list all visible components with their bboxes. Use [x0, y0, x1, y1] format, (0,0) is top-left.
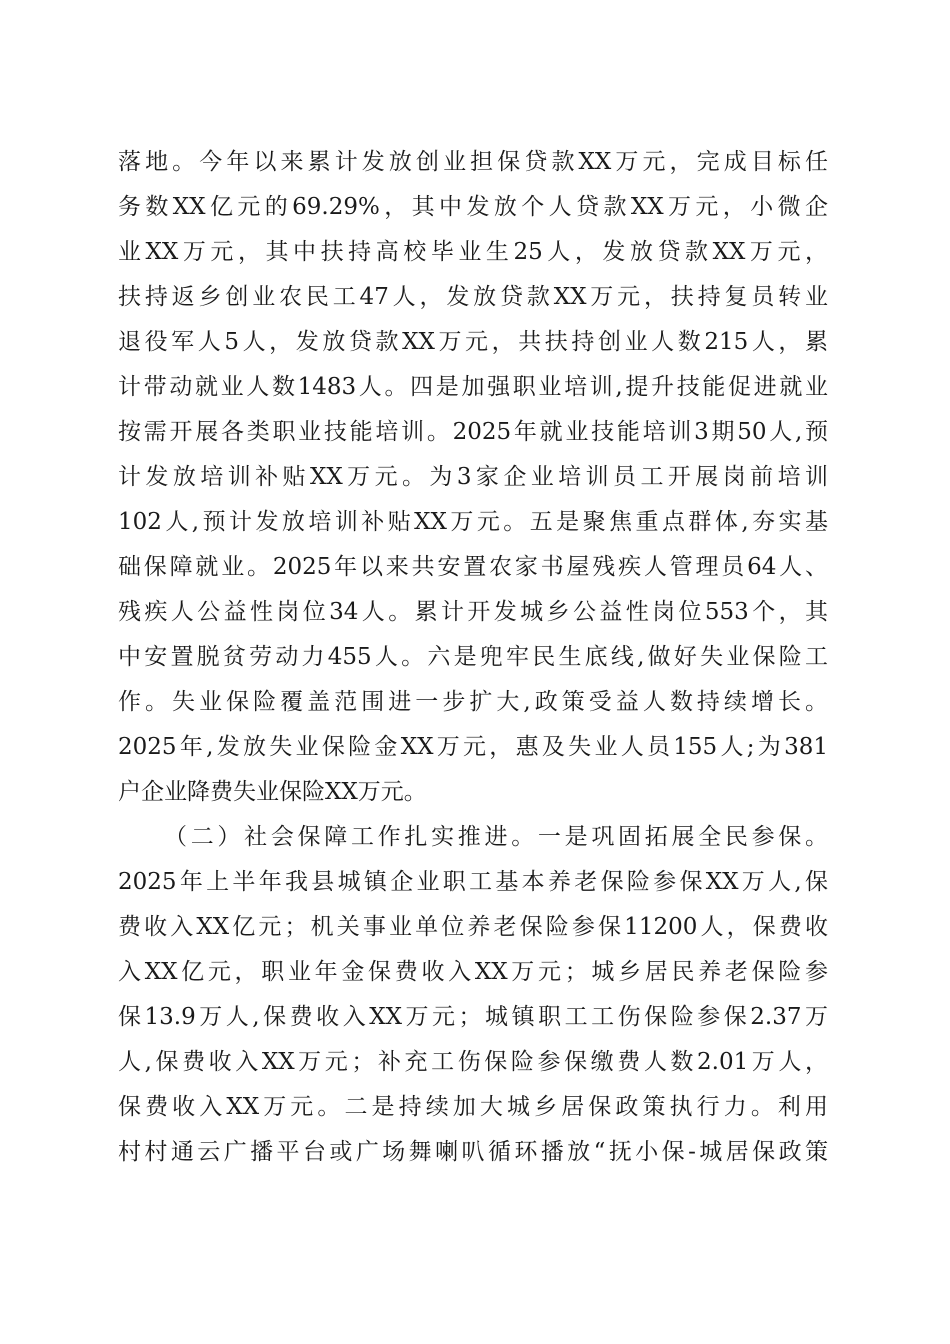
text-line: 2025年上半年我县城镇企业职工基本养老保险参保XX万人,保	[118, 869, 828, 895]
text-line: 计带动就业人数1483人。四是加强职业培训,提升技能促进就业	[118, 374, 828, 400]
text-line: 业XX万元，其中扶持高校毕业生25人，发放贷款XX万元，	[118, 239, 828, 265]
text-line: 退役军人5人，发放贷款XX万元，共扶持创业人数215人，累	[118, 329, 828, 355]
text-line: 计发放培训补贴XX万元。为3家企业培训员工开展岗前培训	[118, 464, 828, 490]
text-line: 人,保费收入XX万元；补充工伤保险参保缴费人数2.01万人，	[118, 1049, 828, 1075]
text-line: 保13.9万人,保费收入XX万元；城镇职工工伤保险参保2.37万	[118, 1004, 828, 1030]
text-line: 作。失业保险覆盖范围进一步扩大,政策受益人数持续增长。	[118, 689, 828, 715]
text-line: 户企业降费失业保险XX万元。	[118, 779, 427, 805]
text-line: 残疾人公益性岗位34人。累计开发城乡公益性岗位553个，其	[118, 599, 828, 625]
text-line: 落地。今年以来累计发放创业担保贷款XX万元，完成目标任	[118, 149, 828, 175]
text-line: 础保障就业。2025年以来共安置农家书屋残疾人管理员64人、	[118, 554, 828, 580]
text-line: 102人,预计发放培训补贴XX万元。五是聚焦重点群体,夯实基	[118, 509, 828, 535]
text-line: 保费收入XX万元。二是持续加大城乡居保政策执行力。利用	[118, 1094, 828, 1120]
text-line: 费收入XX亿元；机关事业单位养老保险参保11200人，保费收	[118, 914, 828, 940]
section-heading-line: （二）社会保障工作扎实推进。一是巩固拓展全民参保。	[164, 824, 828, 850]
text-line: 2025年,发放失业保险金XX万元，惠及失业人员155人;为381	[118, 734, 828, 760]
text-line: 扶持返乡创业农民工47人，发放贷款XX万元，扶持复员转业	[118, 284, 828, 310]
text-line: 村村通云广播平台或广场舞喇叭循环播放“抚小保-城居保政策	[118, 1139, 828, 1165]
text-line: 按需开展各类职业技能培训。2025年就业技能培训3期50人,预	[118, 419, 828, 445]
document-page	[118, 140, 828, 1175]
text-line: 中安置脱贫劳动力455人。六是兜牢民生底线,做好失业保险工	[118, 644, 828, 670]
text-line: 务数XX亿元的69.29%，其中发放个人贷款XX万元，小微企	[118, 194, 828, 220]
text-line: 入XX亿元，职业年金保费收入XX万元；城乡居民养老保险参	[118, 959, 828, 985]
